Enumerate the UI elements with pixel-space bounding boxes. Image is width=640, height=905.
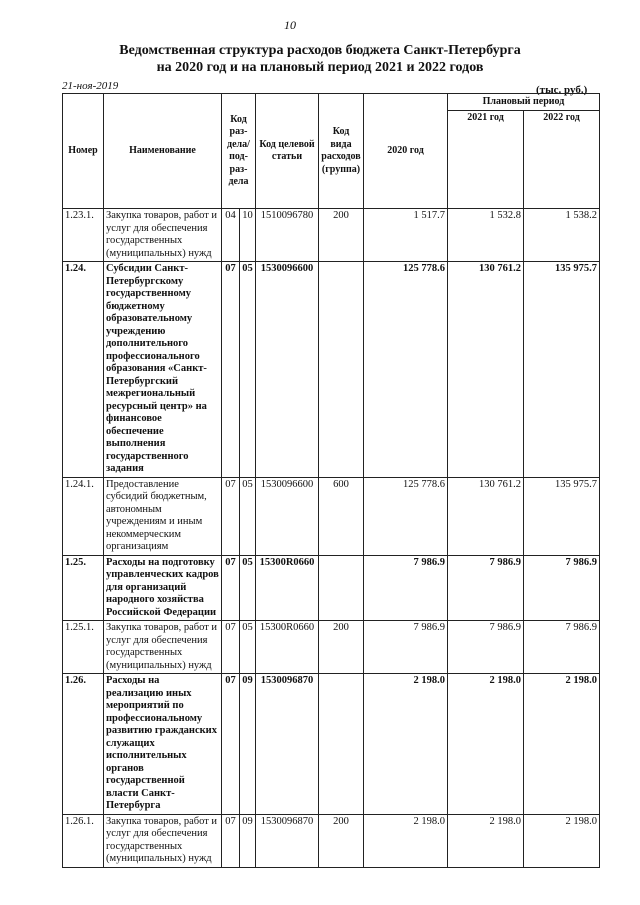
cell-name: Предоставление субсидий бюджетным, автономным учреждениям и иным некоммерческим организациям xyxy=(104,477,222,555)
cell-2022: 135 975.7 xyxy=(524,477,600,555)
header-plan-period: Плановый период xyxy=(448,94,600,111)
cell-subsection: 05 xyxy=(240,555,256,621)
units-label: (тыс. руб.) xyxy=(536,84,588,96)
cell-subsection: 05 xyxy=(240,477,256,555)
cell-expense-type: 200 xyxy=(319,209,364,262)
cell-2020: 2 198.0 xyxy=(364,674,448,815)
cell-name: Закупка товаров, работ и услуг для обеспечения государственных (муниципальных) нужд xyxy=(104,814,222,867)
cell-2020: 7 986.9 xyxy=(364,621,448,674)
cell-expense-type: 200 xyxy=(319,621,364,674)
title-line-1: Ведомственная структура расходов бюджета Санкт-Петербурга xyxy=(119,43,521,58)
header-expense-type: Код вида расходов (группа) xyxy=(319,94,364,209)
cell-target: 1530096870 xyxy=(256,814,319,867)
cell-number: 1.26. xyxy=(63,674,104,815)
header-name: Наименование xyxy=(104,94,222,209)
header-target: Код целевой статьи xyxy=(256,94,319,209)
table-row xyxy=(63,674,600,815)
cell-2022: 135 975.7 xyxy=(524,262,600,478)
header-2021: 2021 год xyxy=(448,111,524,209)
document-date: 21-ноя-2019 xyxy=(62,80,119,92)
cell-2020: 1 517.7 xyxy=(364,209,448,262)
cell-section: 04 xyxy=(222,209,240,262)
title-line-2: на 2020 год и на плановый период 2021 и 2022 годов xyxy=(156,60,484,75)
cell-subsection: 10 xyxy=(240,209,256,262)
cell-expense-type xyxy=(319,262,364,478)
cell-section: 07 xyxy=(222,262,240,478)
table-row xyxy=(63,555,600,621)
table-row xyxy=(63,262,600,478)
cell-name: Закупка товаров, работ и услуг для обеспечения государственных (муниципальных) нужд xyxy=(104,621,222,674)
cell-section: 07 xyxy=(222,555,240,621)
cell-section: 07 xyxy=(222,674,240,815)
cell-2021: 7 986.9 xyxy=(448,555,524,621)
cell-2022: 1 538.2 xyxy=(524,209,600,262)
cell-2022: 2 198.0 xyxy=(524,674,600,815)
cell-2021: 130 761.2 xyxy=(448,262,524,478)
cell-subsection: 09 xyxy=(240,674,256,815)
cell-target: 1530096600 xyxy=(256,262,319,478)
cell-2022: 7 986.9 xyxy=(524,621,600,674)
cell-name: Расходы на реализацию иных мероприятий по профессиональному развитию гражданских служащих исполнительных органов государственной власти Санкт-Петербурга xyxy=(104,674,222,815)
cell-2020: 2 198.0 xyxy=(364,814,448,867)
cell-name: Расходы на подготовку управленческих кадров для организаций народного хозяйства Российской Федерации xyxy=(104,555,222,621)
cell-number: 1.25.1. xyxy=(63,621,104,674)
cell-2020: 125 778.6 xyxy=(364,262,448,478)
cell-expense-type xyxy=(319,674,364,815)
table-header xyxy=(63,94,600,209)
cell-target: 1530096870 xyxy=(256,674,319,815)
cell-section: 07 xyxy=(222,814,240,867)
cell-2021: 2 198.0 xyxy=(448,674,524,815)
cell-2021: 2 198.0 xyxy=(448,814,524,867)
budget-table xyxy=(62,93,600,868)
table-row xyxy=(63,209,600,262)
page-number: 10 xyxy=(284,18,296,32)
cell-2022: 2 198.0 xyxy=(524,814,600,867)
cell-target: 15300R0660 xyxy=(256,621,319,674)
cell-number: 1.24. xyxy=(63,262,104,478)
cell-2020: 125 778.6 xyxy=(364,477,448,555)
cell-subsection: 05 xyxy=(240,262,256,478)
cell-number: 1.25. xyxy=(63,555,104,621)
document-title xyxy=(0,42,640,76)
cell-section: 07 xyxy=(222,477,240,555)
cell-target: 15300R0660 xyxy=(256,555,319,621)
cell-2021: 130 761.2 xyxy=(448,477,524,555)
header-number: Номер xyxy=(63,94,104,209)
header-2022: 2022 год xyxy=(524,111,600,209)
cell-2022: 7 986.9 xyxy=(524,555,600,621)
cell-2021: 7 986.9 xyxy=(448,621,524,674)
cell-expense-type: 200 xyxy=(319,814,364,867)
header-2020: 2020 год xyxy=(364,94,448,209)
cell-2020: 7 986.9 xyxy=(364,555,448,621)
cell-expense-type: 600 xyxy=(319,477,364,555)
cell-name: Закупка товаров, работ и услуг для обеспечения государственных (муниципальных) нужд xyxy=(104,209,222,262)
cell-expense-type xyxy=(319,555,364,621)
cell-target: 1530096600 xyxy=(256,477,319,555)
cell-2021: 1 532.8 xyxy=(448,209,524,262)
cell-name: Субсидии Санкт-Петербургскому государственному бюджетному образовательному учреждению дополнительного профессионального образования «Санкт-Петербургский межрегиональный ресурсный центр» на финансовое обеспечение выполнения государственного задания xyxy=(104,262,222,478)
table-row xyxy=(63,621,600,674)
cell-number: 1.23.1. xyxy=(63,209,104,262)
cell-section: 07 xyxy=(222,621,240,674)
cell-subsection: 09 xyxy=(240,814,256,867)
table-body xyxy=(63,209,600,868)
cell-subsection: 05 xyxy=(240,621,256,674)
header-section: Код раз- дела/ под- раз- дела xyxy=(222,94,256,209)
table-row xyxy=(63,814,600,867)
cell-target: 1510096780 xyxy=(256,209,319,262)
cell-number: 1.24.1. xyxy=(63,477,104,555)
table-row xyxy=(63,477,600,555)
cell-number: 1.26.1. xyxy=(63,814,104,867)
